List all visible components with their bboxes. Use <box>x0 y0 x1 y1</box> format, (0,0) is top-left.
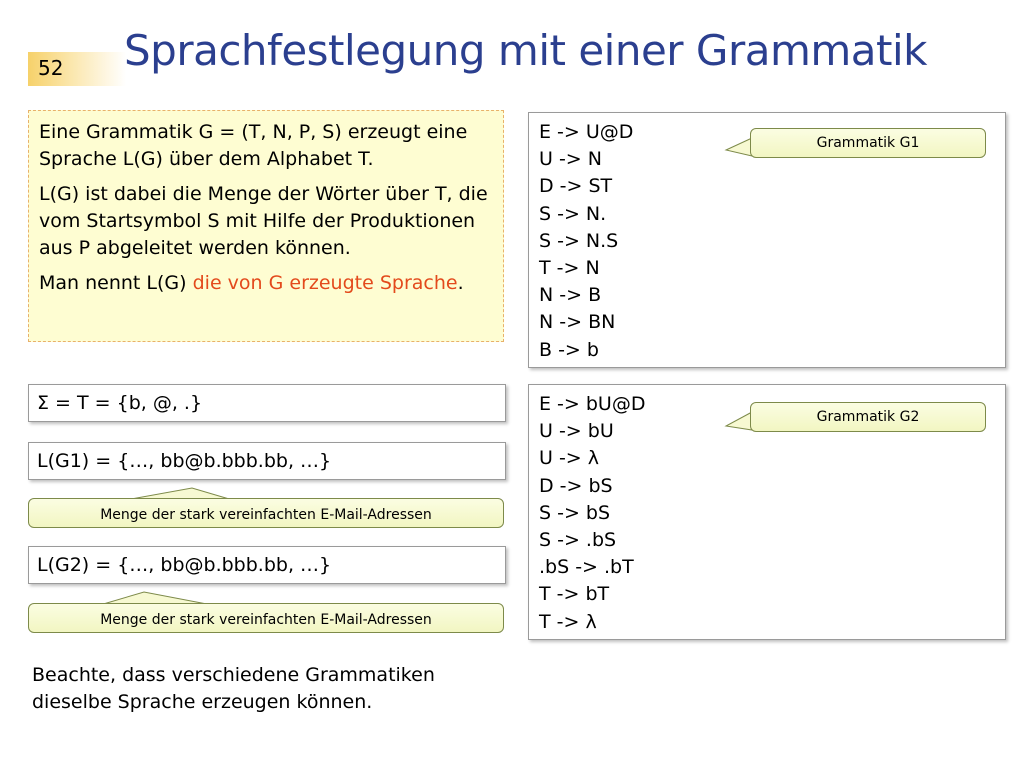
g1-rule: N -> B <box>539 284 602 307</box>
language-g1-note: Menge der stark vereinfachten E-Mail-Adressen <box>28 498 504 528</box>
g2-rule: U -> λ <box>539 447 600 470</box>
definition-paragraph-1: Eine Grammatik G = (T, N, P, S) erzeugt eine Sprache L(G) über dem Alphabet T. <box>39 121 468 170</box>
g1-rule: S -> N.S <box>539 229 619 252</box>
definition-p3-prefix: Man nennt L(G) <box>39 272 193 294</box>
g2-rule: E -> bU@D <box>539 393 646 415</box>
language-g1-box: L(G1) = {…, bb@b.bbb.bb, …} <box>28 442 506 480</box>
g1-rule: E -> U@D <box>539 121 634 143</box>
definition-paragraph-2: L(G) ist dabei die Menge der Wörter über T, die vom Startsymbol S mit Hilfe der Produktionen aus P abgeleitet werden können. <box>39 183 488 259</box>
g2-rule: U -> bU <box>539 420 614 443</box>
g2-rule: S -> .bS <box>539 529 617 552</box>
footer-note: Beachte, dass verschiedene Grammatiken dieselbe Sprache erzeugen können. <box>32 664 435 713</box>
g1-rule: D -> ST <box>539 175 613 198</box>
definition-paragraph-3 <box>39 270 491 297</box>
slide-title: Sprachfestlegung mit einer Grammatik <box>124 26 927 75</box>
language-g2-box: L(G2) = {…, bb@b.bbb.bb, …} <box>28 546 506 584</box>
g1-rule: U -> N <box>539 148 602 171</box>
g1-rule: N -> BN <box>539 311 616 334</box>
g2-rule: T -> λ <box>539 610 597 633</box>
grammar-g2-label: Grammatik G2 <box>750 402 986 432</box>
g2-rule: T -> bT <box>539 583 610 606</box>
alphabet-box: Σ = T = {b, @, .} <box>28 384 506 422</box>
g1-rule: S -> N. <box>539 202 607 225</box>
language-g2-note: Menge der stark vereinfachten E-Mail-Adressen <box>28 603 504 633</box>
grammar-g1-label: Grammatik G1 <box>750 128 986 158</box>
g1-rule: T -> N <box>539 257 600 280</box>
g2-rule: S -> bS <box>539 501 611 524</box>
g2-rule: D -> bS <box>539 474 613 497</box>
slide-number: 52 <box>38 56 64 80</box>
definition-p3-suffix: . <box>457 272 464 294</box>
definition-highlight: die von G erzeugte Sprache <box>192 272 458 294</box>
g2-rule: .bS -> .bT <box>539 556 634 579</box>
g1-rule: B -> b <box>539 338 599 361</box>
definition-box <box>28 110 504 342</box>
